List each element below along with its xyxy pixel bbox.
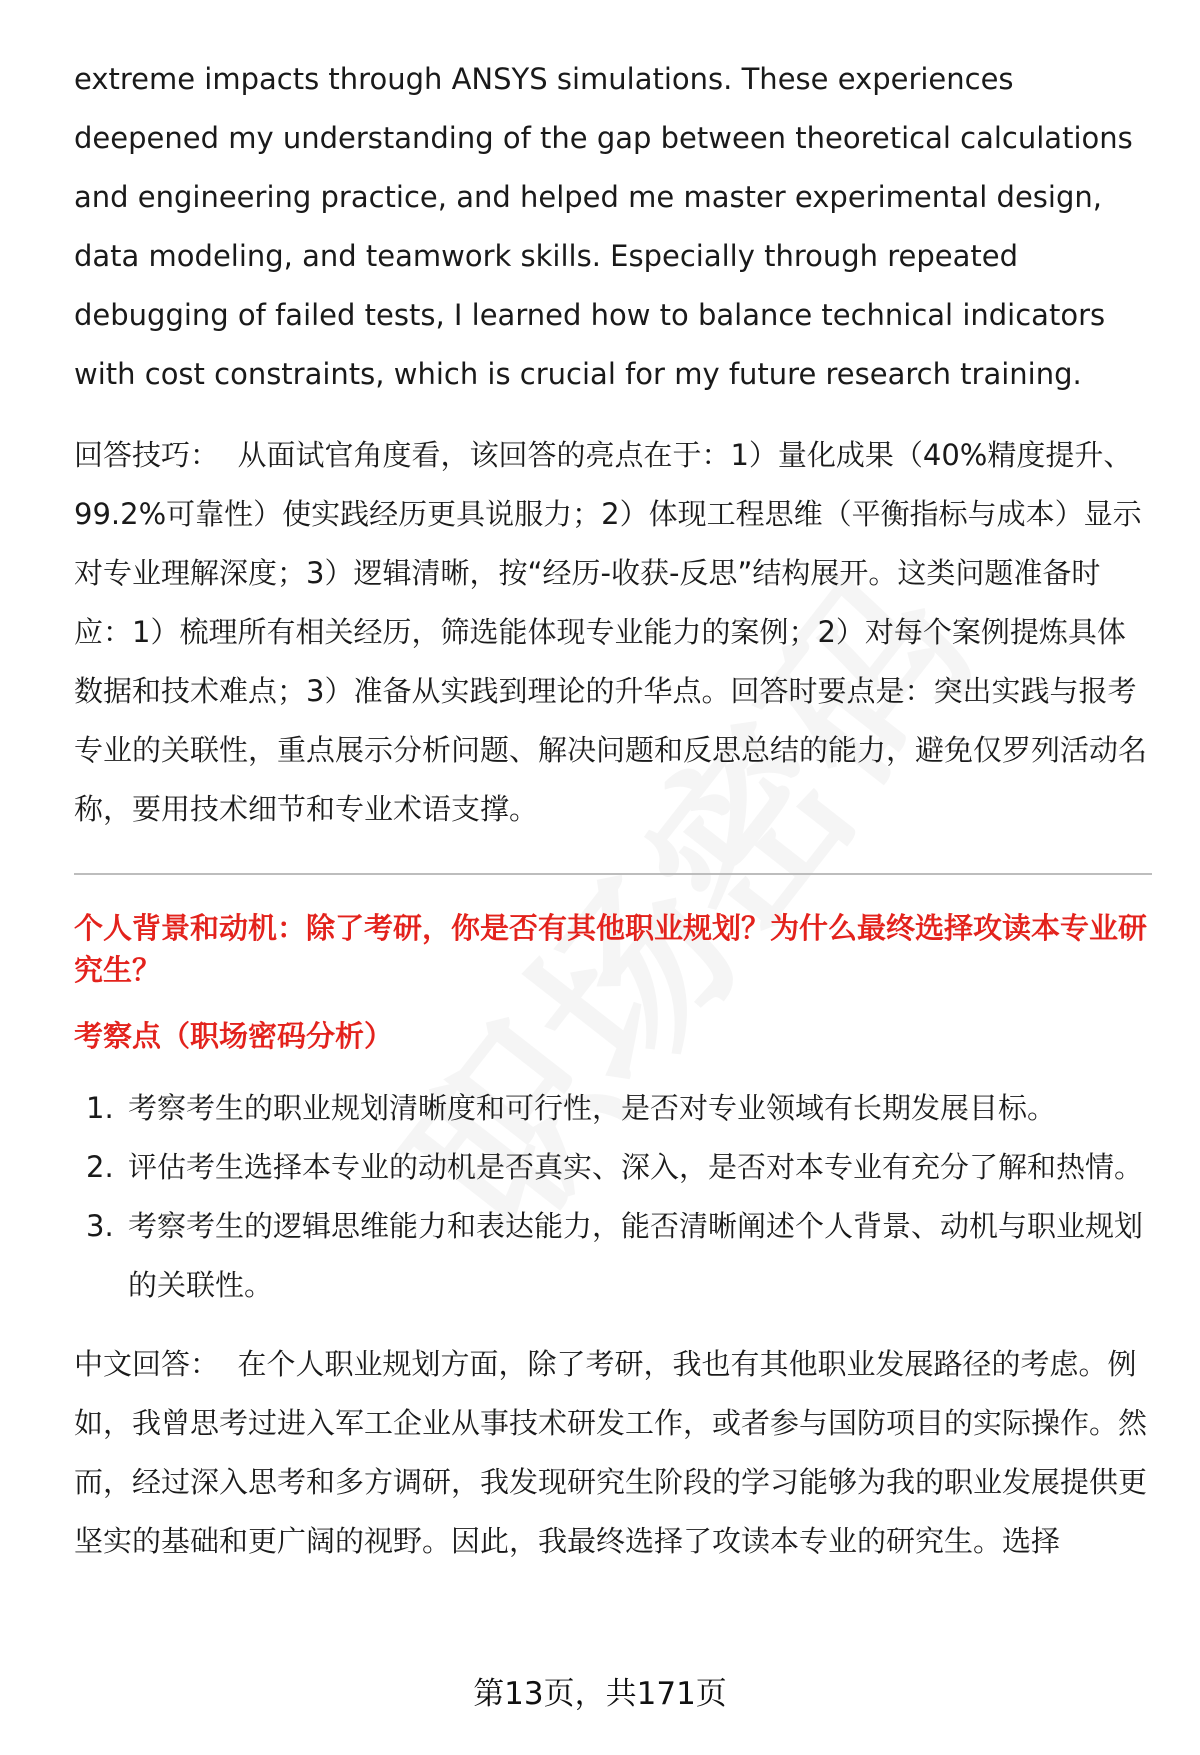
- list-item-number: 3.: [86, 1209, 114, 1243]
- page-number: 第13页，共171页: [473, 1676, 727, 1712]
- intro-paragraph: extreme impacts through ANSYS simulations. These experiences deepened my understanding of the gap between theoretical calculations and engineering practice, and helped me master experimental design, data modeling, and teamwork skills. Especially through repeated debugging of failed tests, I learned how to balance technical indicators with cost constraints, which is crucial for my future research training.: [74, 62, 1133, 391]
- answer-label: 中文回答：: [74, 1347, 220, 1381]
- tips-paragraph: [74, 426, 1152, 839]
- focus-title: 考察点（职场密码分析）: [74, 1019, 394, 1053]
- list-item: [74, 1197, 1152, 1315]
- section-divider: [74, 873, 1152, 875]
- focus-list: [74, 1079, 1152, 1315]
- list-item-number: 1.: [86, 1091, 114, 1125]
- answer-text: 在个人职业规划方面，除了考研，我也有其他职业发展路径的考虑。例如，我曾思考过进入军工企业从事技术研发工作，或者参与国防项目的实际操作。然而，经过深入思考和多方调研，我发现研究生阶段的学习能够为我的职业发展提供更坚实的基础和更广阔的视野。因此，我最终选择了攻读本专业的研究生。选择: [74, 1347, 1148, 1558]
- list-item-number: 2.: [86, 1150, 114, 1184]
- list-item-text: 评估考生选择本专业的动机是否真实、深入，是否对本专业有充分了解和热情。: [128, 1150, 1144, 1184]
- list-item-text: 考察考生的职业规划清晰度和可行性，是否对专业领域有长期发展目标。: [128, 1091, 1057, 1125]
- list-item-text: 考察考生的逻辑思维能力和表达能力，能否清晰阐述个人背景、动机与职业规划的关联性。: [128, 1209, 1144, 1302]
- document-page: [74, 50, 1152, 1571]
- tips-label: 回答技巧：: [74, 438, 220, 472]
- question-title: 个人背景和动机：除了考研，你是否有其他职业规划？为什么最终选择攻读本专业研究生？: [74, 911, 1148, 987]
- tips-text: 从面试官角度看，该回答的亮点在于：1）量化成果（40%精度提升、99.2%可靠性）使实践经历更具说服力；2）体现工程思维（平衡指标与成本）显示对专业理解深度；3）逻辑清晰，按“经历-收获-反思”结构展开。这类问题准备时应：1）梳理所有相关经历，筛选能体现专业能力的案例；2）对每个案例提炼具体数据和技术难点；3）准备从实践到理论的升华点。回答时要点是：突出实践与报考专业的关联性，重点展示分析问题、解决问题和反思总结的能力，避免仅罗列活动名称，要用技术细节和专业术语支撑。: [74, 438, 1148, 826]
- list-item: [74, 1138, 1152, 1197]
- list-item: [74, 1079, 1152, 1138]
- answer-paragraph: [74, 1335, 1152, 1571]
